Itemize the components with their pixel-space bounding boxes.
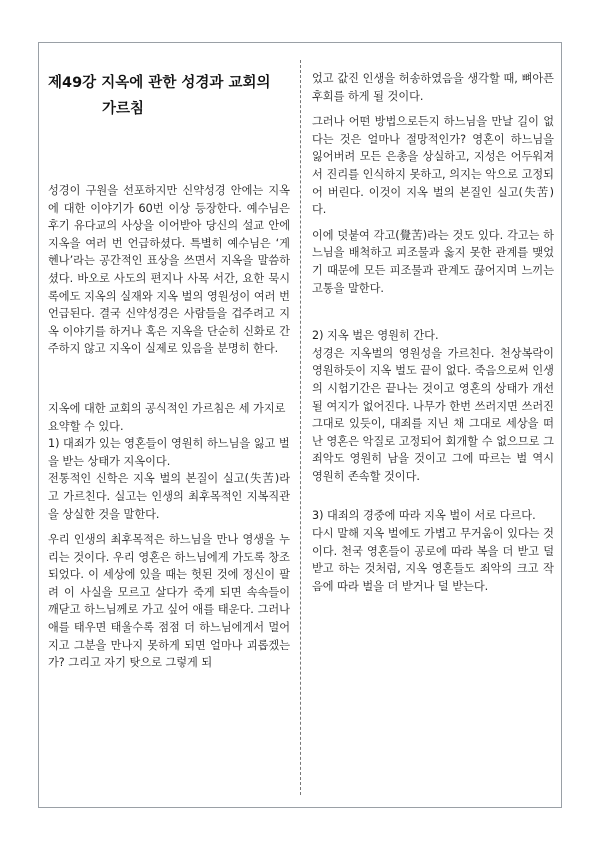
paragraph: 이에 덧붙여 각고(覺苦)라는 것도 있다. 각고는 하느님을 배척하고 피조물과 옳지 못한 관계를 맺었기 때문에 모든 피조물과 관계도 끊어지며 느끼는 고통을 말한다. (312, 228, 554, 295)
numbered-point: 1) 대죄가 있는 영혼들이 영원히 하느님을 잃고 벌을 받는 상태가 지옥이다. (48, 437, 290, 468)
paragraph: 지옥에 대한 교회의 공식적인 가르침은 세 가지로 요약할 수 있다. (48, 401, 286, 433)
right-column (312, 70, 554, 603)
title-line-1: 제49강 지옥에 관한 성경과 교회의 (48, 75, 271, 91)
paragraph: 우리 인생의 최후목적은 하느님을 만나 영생을 누리는 것이다. 우리 영혼은 하느님에게 가도록 창조되었다. 이 세상에 있을 때는 헛된 것에 정신이 팔려 이 사실을 모르고 살다가 죽게 되면 속속들이 깨닫고 하느님께로 가고 싶어 애를 태운다. 그러나 애를 태우면 태울수록 점점 더 하느님에게서 멀어지고 그분을 만나지 못하게 되면 얼마나 괴롭겠는가? 그리고 자기 탓으로 그렇게 되 (48, 533, 290, 670)
numbered-point: 2) 지옥 벌은 영원히 간다. (312, 329, 439, 343)
numbered-point: 3) 대죄의 경중에 따라 지옥 벌이 서로 다르다. (312, 509, 536, 523)
article-title (48, 70, 290, 122)
paragraph: 성경이 구원을 선포하지만 신약성경 안에는 지옥에 대한 이야기가 60번 이상 등장한다. 예수님은 후기 유다교의 사상을 이어받아 당신의 설교 안에 지옥을 여러 번 언급하셨다. 특별히 예수님은 ‘게헨나’라는 공간적인 표상을 쓰면서 지옥을 말씀하셨다. 바오로 사도의 편지나 사목 서간, 요한 묵시록에도 지옥의 실재와 지옥 벌의 영원성이 여러 번 언급된다. 결국 신약성경은 사람들을 겁주려고 지옥 이야기를 하거나 혹은 지옥을 단순히 신화로 간주하지 않고 지옥이 실제로 있음을 분명히 한다. (48, 184, 290, 356)
column-divider (300, 60, 301, 795)
title-line-2: 가르침 (102, 101, 145, 117)
paragraph: 다시 말해 지옥 벌에도 가볍고 무거움이 있다는 것이다. 천국 영혼들이 공로에 따라 복을 더 받고 덜 받고 하는 것처럼, 지옥 영혼들도 죄악의 크고 작음에 따라 벌을 더 받거나 덜 받는다. (312, 527, 554, 593)
paragraph: 었고 값진 인생을 허송하였음을 생각할 때, 뼈아픈 후회를 하게 될 것이다. (312, 72, 554, 103)
paragraph: 그러나 어떤 방법으로든지 하느님을 만날 길이 없다는 것은 얼마나 절망적인가? 영혼이 하느님을 잃어버려 모든 은총을 상실하고, 지성은 어두워져서 진리를 인식하지 못하고, 의지는 악으로 고정되어 버린다. 이것이 지옥 벌의 본질인 실고(失苦)다. (312, 115, 554, 217)
left-column (48, 70, 290, 680)
paragraph: 전통적인 신학은 지옥 벌의 본질이 실고(失苦)라고 가르친다. 실고는 인생의 최후목적인 지복직관을 상실한 것을 말한다. (48, 472, 290, 521)
paragraph: 성경은 지옥벌의 영원성을 가르친다. 천상복락이 영원하듯이 지옥 벌도 끝이 없다. 죽음으로써 인생의 시험기간은 끝나는 것이고 영혼의 상태가 개선될 여지가 없어진다. 나무가 한번 쓰러지면 쓰러진 그대로 있듯이, 대죄를 지닌 채 그대로 세상을 떠난 영혼은 악질로 고정되어 회개할 수 없으므로 그 죄악도 영원히 남을 것이고 그에 따르는 벌 역시 영원히 존속할 것이다. (312, 346, 554, 483)
